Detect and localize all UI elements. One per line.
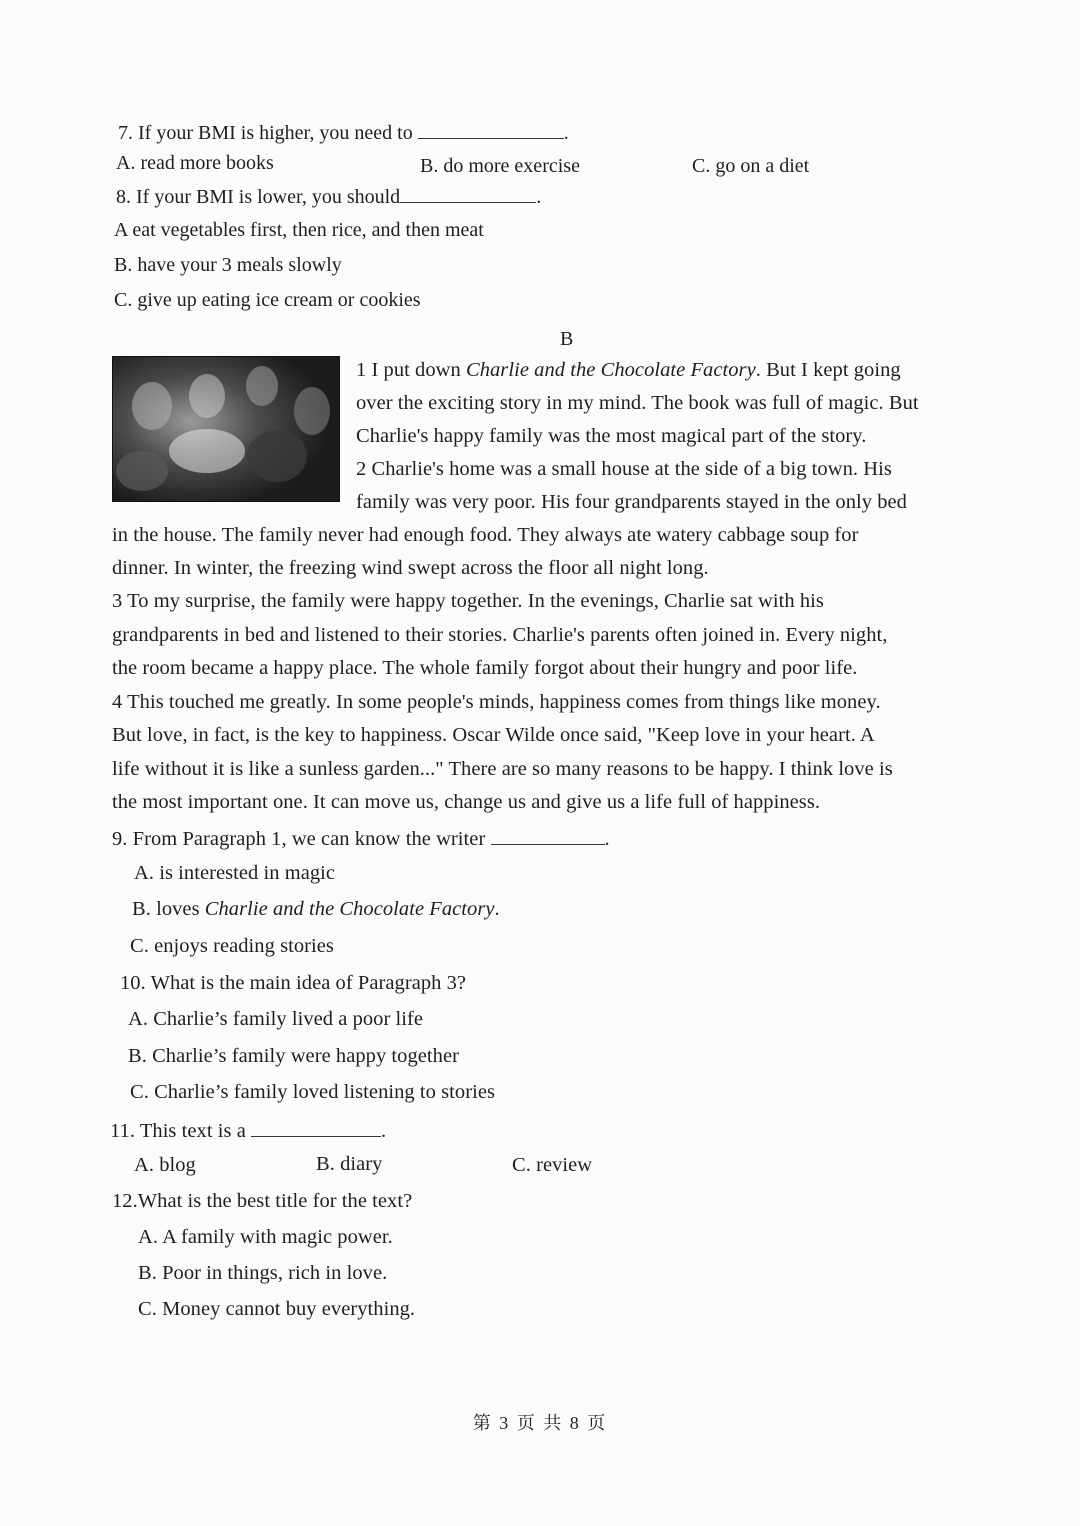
- passage-p2-line-2: family was very poor. His four grandparents stayed in the only bed: [356, 491, 907, 513]
- q12-option-b: B. Poor in things, rich in love.: [138, 1262, 388, 1284]
- q10-option-c: C. Charlie’s family loved listening to stories: [130, 1081, 495, 1103]
- q7-option-b: B. do more exercise: [420, 155, 580, 177]
- q8-text: 8. If your BMI is lower, you should: [116, 186, 401, 208]
- q11-option-a: A. blog: [134, 1154, 196, 1176]
- passage-p4-line-3: life without it is like a sunless garden..." There are so many reasons to be happy. I think love is: [112, 758, 893, 780]
- q9-option-a: A. is interested in magic: [134, 862, 336, 884]
- q11-stem: [110, 1118, 386, 1143]
- q9-option-b-post: .: [494, 898, 500, 920]
- q7-number: 7.: [118, 122, 133, 144]
- story-photo: [112, 356, 340, 502]
- q11-end: .: [381, 1120, 387, 1142]
- passage-p3-line-1: 3 To my surprise, the family were happy together. In the evenings, Charlie sat with his: [112, 590, 824, 612]
- q9-end: .: [604, 828, 610, 850]
- passage-p4-line-2: But love, in fact, is the key to happiness. Oscar Wilde once said, "Keep love in your heart. A: [112, 724, 875, 746]
- q12-option-c: C. Money cannot buy everything.: [138, 1298, 416, 1320]
- q7-stem: [118, 120, 569, 145]
- q10-option-b: B. Charlie’s family were happy together: [128, 1045, 459, 1067]
- q9-text: 9. From Paragraph 1, we can know the writer: [112, 828, 486, 850]
- q9-option-b-title: Charlie and the Chocolate Factory: [204, 898, 495, 920]
- q7-answer-blank[interactable]: [418, 120, 564, 139]
- passage-p3-line-3: the room became a happy place. The whole family forgot about their hungry and poor life.: [112, 657, 858, 679]
- section-label: B: [560, 328, 574, 350]
- q12-option-a: A. A family with magic power.: [138, 1226, 393, 1248]
- passage-p2-line-1: 2 Charlie's home was a small house at the side of a big town. His: [356, 458, 892, 480]
- page-footer: 第 3 页 共 8 页: [472, 1413, 608, 1433]
- passage-p1-line-2: over the exciting story in my mind. The book was full of magic. But: [356, 392, 919, 414]
- q8-option-c: C. give up eating ice cream or cookies: [114, 289, 421, 311]
- p1-line1-post: . But I kept going: [755, 359, 901, 381]
- q11-text: 11. This text is a: [110, 1120, 246, 1142]
- story-photo-image: [112, 356, 340, 502]
- passage-p2-line-4: dinner. In winter, the freezing wind swept across the floor all night long.: [112, 557, 709, 579]
- q8-answer-blank[interactable]: [400, 184, 536, 203]
- q9-option-b: [132, 898, 500, 921]
- q8-end: .: [536, 186, 542, 208]
- q9-option-b-pre: B. loves: [132, 898, 205, 920]
- q10-stem: 10. What is the main idea of Paragraph 3?: [120, 972, 467, 994]
- q7-end: .: [563, 122, 569, 144]
- q9-answer-blank[interactable]: [491, 826, 605, 845]
- q11-option-c: C. review: [512, 1154, 593, 1176]
- q7-option-a: A. read more books: [116, 152, 274, 174]
- q9-stem: [112, 826, 610, 851]
- q7-text: If your BMI is higher, you need to: [138, 122, 413, 144]
- passage-p1-line-1: [356, 359, 901, 382]
- q8-option-b: B. have your 3 meals slowly: [114, 254, 342, 276]
- q12-stem: 12.What is the best title for the text?: [112, 1190, 413, 1212]
- q11-answer-blank[interactable]: [251, 1118, 381, 1137]
- passage-p3-line-2: grandparents in bed and listened to their stories. Charlie's parents often joined in. Every night,: [112, 624, 888, 646]
- q11-option-b: B. diary: [316, 1153, 383, 1175]
- book-title: Charlie and the Chocolate Factory: [465, 359, 756, 381]
- passage-p2-line-3: in the house. The family never had enough food. They always ate watery cabbage soup for: [112, 524, 859, 546]
- q7-option-c: C. go on a diet: [692, 155, 810, 177]
- passage-p4-line-4: the most important one. It can move us, change us and give us a life full of happiness.: [112, 791, 821, 813]
- p1-line1-pre: 1 I put down: [356, 359, 466, 381]
- q8-option-a: A eat vegetables first, then rice, and then meat: [114, 219, 484, 241]
- q10-option-a: A. Charlie’s family lived a poor life: [128, 1008, 424, 1030]
- passage-p4-line-1: 4 This touched me greatly. In some people's minds, happiness comes from things like money.: [112, 691, 881, 713]
- passage-p1-line-3: Charlie's happy family was the most magical part of the story.: [356, 425, 867, 447]
- q8-stem: [116, 184, 541, 209]
- q9-option-c: C. enjoys reading stories: [130, 935, 334, 957]
